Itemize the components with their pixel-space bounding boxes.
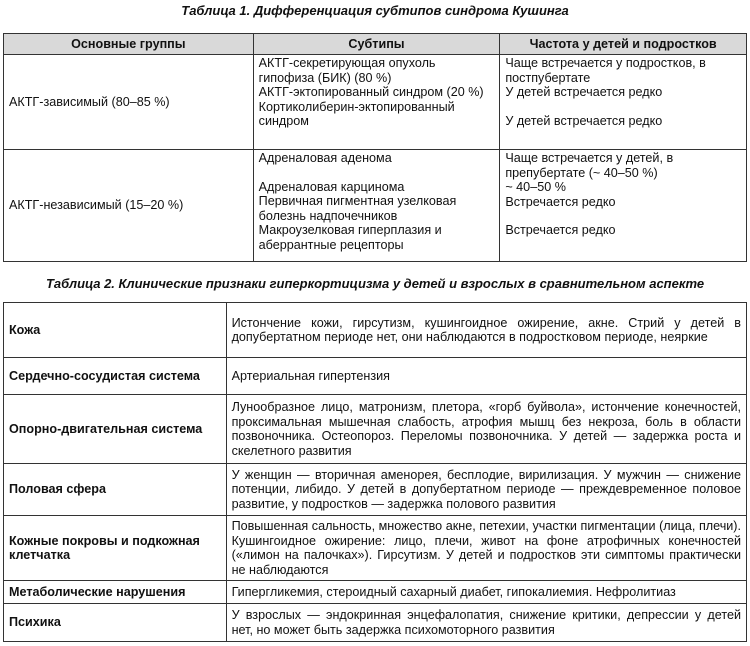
subtype-item: АКТГ-секретирующая опухоль гипофиза (БИК) (80 %) <box>258 56 436 85</box>
table-row <box>4 150 747 262</box>
subtype-item: Первичная пигментная узелковая болезнь надпочечников <box>258 194 457 223</box>
frequency-item: ~ 40–50 % <box>505 180 566 194</box>
category-cell: Кожные покровы и подкожная клетчатка <box>4 516 227 581</box>
table-row <box>4 55 747 150</box>
clinical-signs-table <box>3 302 747 642</box>
column-header: Основные группы <box>4 34 254 55</box>
table2-caption: Таблица 2. Клинические признаки гиперкортицизма у детей и взрослых в сравнительном аспекте <box>45 276 705 291</box>
table1-caption: Таблица 1. Дифференциация субтипов синдрома Кушинга <box>181 3 569 18</box>
subtypes-table <box>3 33 747 262</box>
table-row <box>4 303 747 358</box>
subtype-item: АКТГ-эктопированный синдром (20 %) <box>258 85 484 99</box>
category-cell: Метаболические нарушения <box>4 581 227 604</box>
subtypes-cell <box>253 55 500 150</box>
category-cell: Кожа <box>4 303 227 358</box>
description-cell: Лунообразное лицо, матронизм, плетора, «горб буйвола», истончение конечностей, проксимальная мышечная слабость, атрофия мышц без некроза, боль в области позвоночника. Остеопороз. Переломы позвоночника. У детей — задержка роста и скелетного развития <box>226 395 746 464</box>
table-row <box>4 358 747 395</box>
description-cell: У женщин — вторичная аменорея, бесплодие, вирилизация. У мужчин — снижение потенции, либидо. У детей в допубертатном периоде — преждевременное половое развитие, у подростков — задержка полового развития <box>226 464 746 516</box>
category-cell: Половая сфера <box>4 464 227 516</box>
description-cell: Повышенная сальность, множество акне, петехии, участки пигментации (лица, плечи). Кушингоидное ожирение: лицо, плечи, живот на фоне атрофичных конечностей («лимон на палочках»). Гирсутизм. У детей и подростков эти симптомы практически не наблюдаются <box>226 516 746 581</box>
table-row <box>4 581 747 604</box>
frequency-cell <box>500 55 747 150</box>
frequency-item: Чаще встречается у подростков, в постпубертате <box>505 56 706 85</box>
table-row <box>4 516 747 581</box>
frequency-cell <box>500 150 747 262</box>
table-row <box>4 395 747 464</box>
group-cell: АКТГ-зависимый (80–85 %) <box>4 55 254 150</box>
column-header: Частота у детей и подростков <box>500 34 747 55</box>
frequency-item: У детей встречается редко <box>505 113 663 128</box>
table-row <box>4 604 747 642</box>
table-row <box>4 464 747 516</box>
subtypes-cell <box>253 150 500 262</box>
table-header-row <box>4 34 747 55</box>
subtype-item: Кортиколиберин-эктопированный синдром <box>258 99 455 128</box>
subtype-item: Макроузелковая гиперплазия и аберрантные рецепторы <box>258 223 442 252</box>
frequency-item: Чаще встречается у детей, в препубертате (~ 40–50 %) <box>505 151 674 180</box>
frequency-item: Встречается редко <box>505 223 616 237</box>
category-cell: Опорно-двигательная система <box>4 395 227 464</box>
frequency-item: Встречается редко <box>505 194 616 209</box>
description-cell: У взрослых — эндокринная энцефалопатия, снижение критики, депрессии у детей нет, но может быть задержка психомоторного развития <box>226 604 746 642</box>
description-cell: Гипергликемия, стероидный сахарный диабет, гипокалиемия. Нефролитиаз <box>226 581 746 604</box>
subtype-item: Адреналовая карцинома <box>258 179 405 194</box>
category-cell: Психика <box>4 604 227 642</box>
description-cell: Артериальная гипертензия <box>226 358 746 395</box>
description-cell: Истончение кожи, гирсутизм, кушингоидное ожирение, акне. Стрий у детей в допубертатном периоде нет, они наблюдаются в подростковом периоде, неяркие <box>226 303 746 358</box>
frequency-item: У детей встречается редко <box>505 85 663 99</box>
group-cell: АКТГ-независимый (15–20 %) <box>4 150 254 262</box>
subtype-item: Адреналовая аденома <box>258 151 392 165</box>
column-header: Субтипы <box>253 34 500 55</box>
category-cell: Сердечно-сосудистая система <box>4 358 227 395</box>
